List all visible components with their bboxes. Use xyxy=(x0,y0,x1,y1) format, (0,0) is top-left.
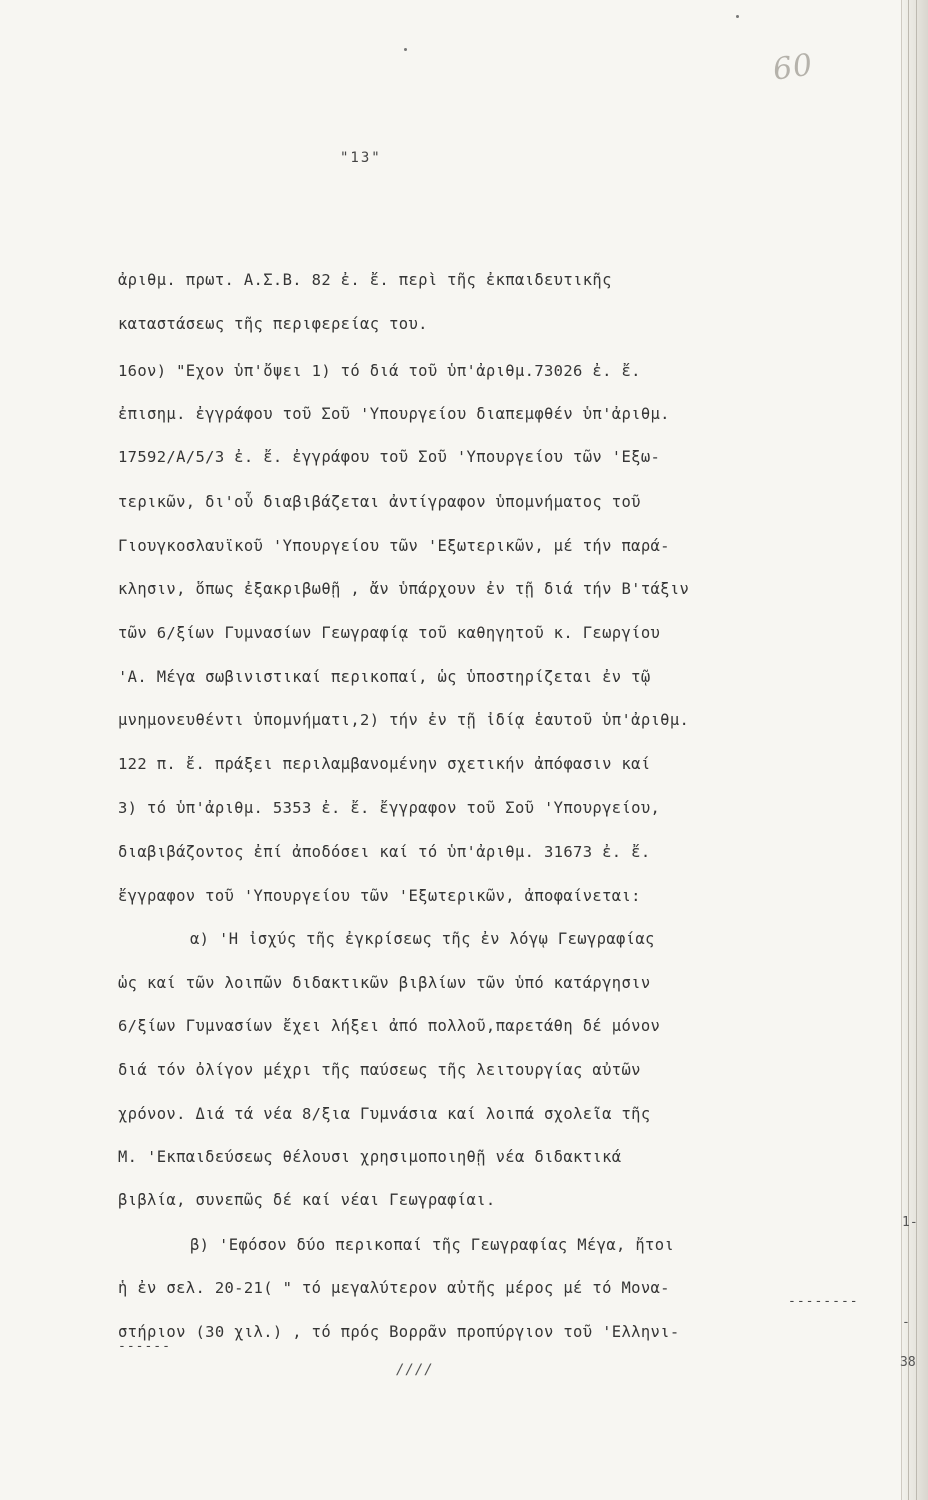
margin-mark: 1- xyxy=(902,1215,918,1230)
text-line: μνημονευθέντι ὑπομνήματι,2) τήν ἐν τῇ ἰδίᾳ ἑαυτοῦ ὑπ'ἀριθμ. xyxy=(118,711,690,729)
text-line: ὡς καί τῶν λοιπῶν διδακτικῶν βιβλίων τῶν ὑπό κατάργησιν xyxy=(118,974,651,992)
text-line: διαβιβάζοντος ἐπί ἀποδόσει καί τό ὑπ'ἀριθμ. 31673 ἐ. ἔ. xyxy=(118,843,651,861)
text-line: α) 'Η ἰσχύς τῆς ἐγκρίσεως τῆς ἐν λόγῳ Γεωγραφίας xyxy=(190,930,655,948)
page-number: "13" xyxy=(340,150,382,166)
text-line: ἔγγραφον τοῦ 'Υπουργείου τῶν 'Εξωτερικῶν, ἀποφαίνεται: xyxy=(118,887,641,905)
text-line: ἡ ἐν σελ. 20-21( " τό μεγαλύτερον αὐτῆς μέρος μέ τό Μονα- xyxy=(118,1279,670,1297)
text-line: βιβλία, συνεπῶς δέ καί νέαι Γεωγραφίαι. xyxy=(118,1191,496,1209)
margin-mark: - xyxy=(902,1315,910,1330)
text-line: 6/ξίων Γυμνασίων ἔχει λήξει ἀπό πολλοῦ,παρετάθη δέ μόνον xyxy=(118,1017,661,1035)
text-line: Μ. 'Εκπαιδεύσεως θέλουσι χρησιμοποιηθῇ νέα διδακτικά xyxy=(118,1148,622,1166)
underline-mark: -------- xyxy=(788,1294,859,1309)
text-line: ἀριθμ. πρωτ. Α.Σ.Β. 82 ἐ. ἔ. περὶ τῆς ἐκπαιδευτικῆς xyxy=(118,271,612,289)
text-line: διά τόν ὀλίγον μέχρι τῆς παύσεως τῆς λειτουργίας αὐτῶν xyxy=(118,1061,641,1079)
text-line: 'Α. Μέγα σωβινιστικαί περικοπαί, ὡς ὑποστηρίζεται ἐν τῷ xyxy=(118,668,651,686)
underline-mark: ------ xyxy=(118,1339,171,1354)
text-line: τῶν 6/ξίων Γυμνασίων Γεωγραφίᾳ τοῦ καθηγητοῦ κ. Γεωργίου xyxy=(118,624,661,642)
text-line: στήριον (30 χιλ.) , τό πρός Βορρᾶν προπύργιον τοῦ 'Ελληνι- xyxy=(118,1323,680,1341)
margin-mark: 38 xyxy=(900,1355,916,1370)
folio-number: 60 xyxy=(770,47,816,88)
ink-speck xyxy=(404,48,407,51)
text-line: κλησιν, ὅπως ἐξακριβωθῇ , ἄν ὑπάρχουν ἐν τῇ διά τήν Β'τάξιν xyxy=(118,580,690,598)
text-line: β) 'Εφόσον δύο περικοπαί τῆς Γεωγραφίας Μέγα, ἤτοι xyxy=(190,1236,675,1254)
ink-speck xyxy=(736,15,739,18)
text-line: χρόνον. Διά τά νέα 8/ξια Γυμνάσια καί λοιπά σχολεῖα τῆς xyxy=(118,1105,651,1123)
binding-edge xyxy=(901,0,928,1500)
text-line: 16ον) "Εχον ὑπ'ὄψει 1) τό διά τοῦ ὑπ'ἀριθμ.73026 ἐ. ἔ. xyxy=(118,362,641,380)
text-line: 122 π. ἔ. πράξει περιλαμβανομένην σχετικήν ἀπόφασιν καί xyxy=(118,755,651,773)
text-line: 3) τό ὑπ'ἀριθμ. 5353 ἐ. ἔ. ἔγγραφον τοῦ Σοῦ 'Υπουργείου, xyxy=(118,799,661,817)
end-mark: //// xyxy=(396,1362,434,1378)
text-line: ἐπισημ. ἐγγράφου τοῦ Σοῦ 'Υπουργείου διαπεμφθέν ὑπ'ἀριθμ. xyxy=(118,405,670,423)
text-line: Γιουγκοσλαυϊκοῦ 'Υπουργείου τῶν 'Εξωτερικῶν, μέ τήν παρά- xyxy=(118,537,670,555)
edge-line xyxy=(908,0,909,1500)
edge-line xyxy=(916,0,917,1500)
text-line: τερικῶν, δι'οὗ διαβιβάζεται ἀντίγραφον ὑπομνήματος τοῦ xyxy=(118,493,641,511)
text-line: 17592/Α/5/3 ἐ. ἔ. ἐγγράφου τοῦ Σοῦ 'Υπουργείου τῶν 'Εξω- xyxy=(118,448,661,466)
text-line: καταστάσεως τῆς περιφερείας του. xyxy=(118,315,428,333)
